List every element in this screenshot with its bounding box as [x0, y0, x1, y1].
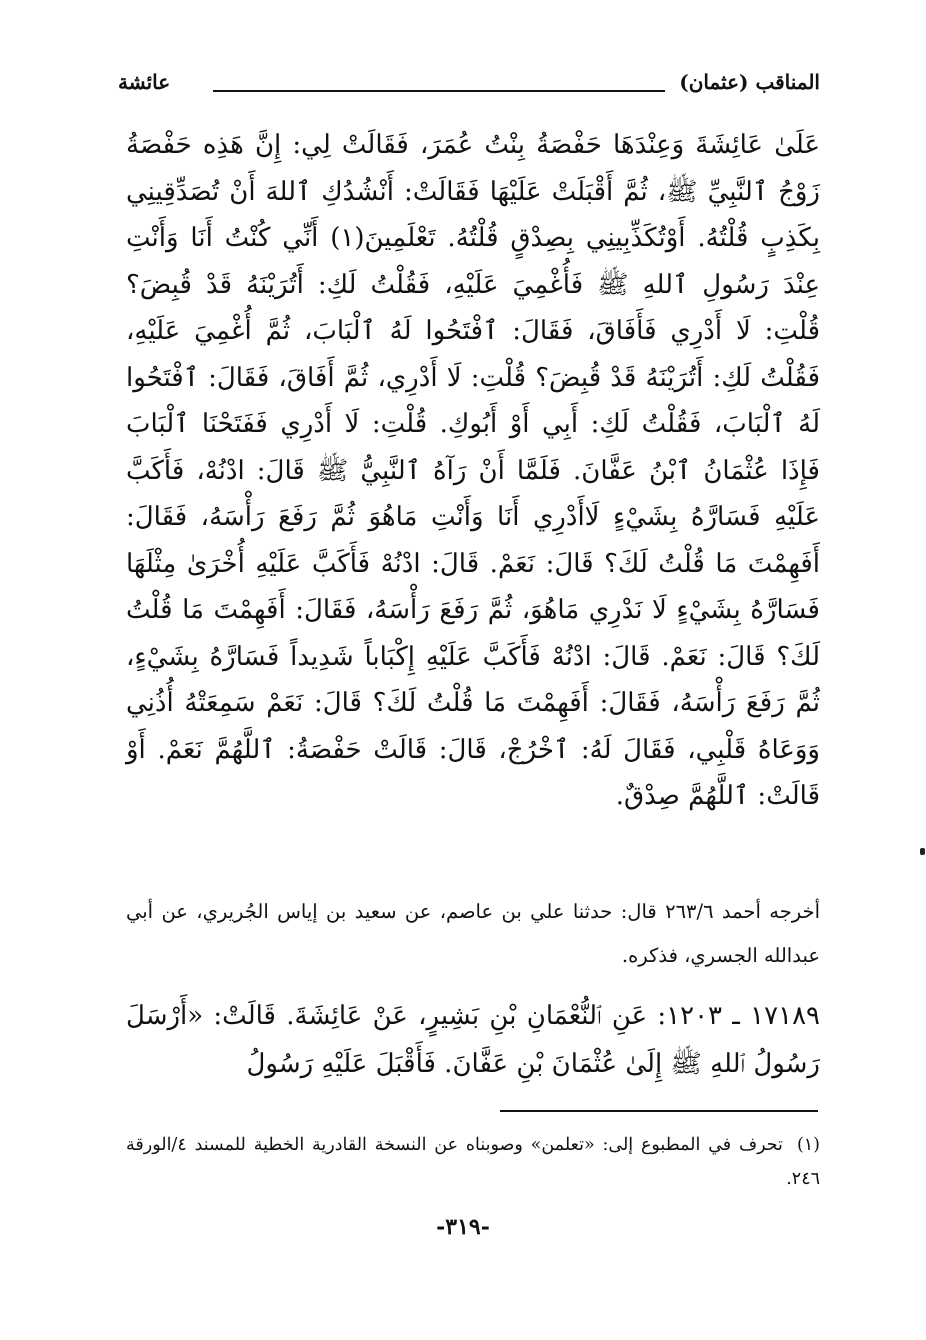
header-section: عائشة [118, 70, 171, 94]
running-header [118, 70, 820, 100]
header-rule [213, 90, 665, 92]
source-note: أخرجه أحمد ٢٦٣/٦ قال: حدثنا علي بن عاصم، عن سعيد بن إياس الجُريري، عن أبي عبدالله الجسري، فذكره. [126, 900, 820, 967]
page-number: -٣١٩- [436, 1214, 490, 1240]
footnote-rule [500, 1110, 818, 1112]
margin-mark [920, 848, 925, 855]
header-title: المناقب (عثمان) [679, 70, 820, 94]
main-text: عَلَىٰ عَائِشَةَ وَعِنْدَهَا حَفْصَةُ بِنْتُ عُمَرَ، فَقَالَتْ لِي: إِنَّ هَذِه حَفْصَةُ زَوْجُ ٱلنَّبِيِّ ﷺ، ثُمَّ أَقْبَلَتْ عَلَيْهَا فَقَالَتْ: أَنْشُدُكِ ٱللهَ أَنْ تُصَدِّقِينِي بِكَذِبٍ قُلْتُهُ. أَوْتُكَذِّبِينِي بِصِدْقٍ قُلْتُهُ. تَعْلَمِينَ(١) أَنِّي كُنْتُ أَنَا وَأَنْتِ عِنْدَ رَسُولِ ٱللهِ ﷺ فَأُغْمِيَ عَلَيْهِ، فَقُلْتُ لَكِ: أَتُرَيْنَهُ قَدْ قُبِضَ؟ قُلْتِ: لَا أَدْرِي فَأَفَاقَ، فَقَالَ: ٱفْتَحُوا لَهُ ٱلْبَابَ، ثُمَّ أُغْمِيَ عَلَيْهِ، فَقُلْتُ لَكِ: أَتُرَيْنَهُ قَدْ قُبِضَ؟ قُلْتِ: لَا أَدْرِي، ثُمَّ أَفَاقَ، فَقَالَ: ٱفْتَحُوا لَهُ ٱلْبَابَ، فَقُلْتُ لَكِ: أَبِي أَوْ أَبُوكِ. قُلْتِ: لَا أَدْرِي فَفَتَحْنَا ٱلْبَابَ فَإِذَا عُثْمَانُ ٱبْنُ عَفَّانَ. فَلَمَّا أَنْ رَآهُ ٱلنَّبِيُّ ﷺ قَالَ: ادْنُهْ، فَأَكَبَّ عَلَيْهِ فَسَارَّهُ بِشَيْءٍ لَاأَدْرِي أَنَا وَأَنْتِ مَاهُوَ ثُمَّ رَفَعَ رَأْسَهُ، فَقَالَ: أَفَهِمْتَ مَا قُلْتُ لَكَ؟ قَالَ: نَعَمْ. قَالَ: ادْنُهْ فَأَكَبَّ عَلَيْهِ أُخْرَىٰ مِثْلَهَا فَسَارَّهُ بِشَيْءٍ لَا نَدْرِي مَاهُوَ، ثُمَّ رَفَعَ رَأْسَهُ، فَقَالَ: أَفَهِمْتَ مَا قُلْتُ لَكَ؟ قَالَ: نَعَمْ. قَالَ: ادْنُهْ فَأَكَبَّ عَلَيْهِ إِكْبَاباً شَدِيداً فَسَارَّهُ بِشَيْءٍ، ثُمَّ رَفَعَ رَأْسَهُ، فَقَالَ: أَفَهِمْتَ مَا قُلْتُ لَكَ؟ قَالَ: نَعَمْ سَمِعَتْهُ أُذُنِي وَوَعَاهُ قَلْبِي، فَقَالَ لَهُ: ٱخْرُجْ، قَالَ: قَالَتْ حَفْصَةُ: ٱللَّهُمَّ نَعَمْ. أَوْ قَالَتْ: ٱللَّهُمَّ صِدْقٌ. [126, 130, 820, 811]
footnote [126, 1128, 820, 1196]
footnote-number: (١) [796, 1135, 820, 1155]
next-hadith: ١٧١٨٩ ـ ١٢٠٣: عَنِ ٱلنُّعْمَانِ بْنِ بَشِيرٍ، عَنْ عَائِشَةَ. قَالَتْ: «أَرْسَلَ رَسُولُ ٱللهِ ﷺ إِلَىٰ عُثْمَانَ بْنِ عَفَّانَ. فَأَقْبَلَ عَلَيْهِ رَسُولُ [126, 1001, 820, 1079]
footnote-text: تحرف في المطبوع إلى: «تعلمن» وصوبناه عن النسخة القادرية الخطية للمسند ٤/الورقة ٢٤٦. [126, 1135, 820, 1189]
